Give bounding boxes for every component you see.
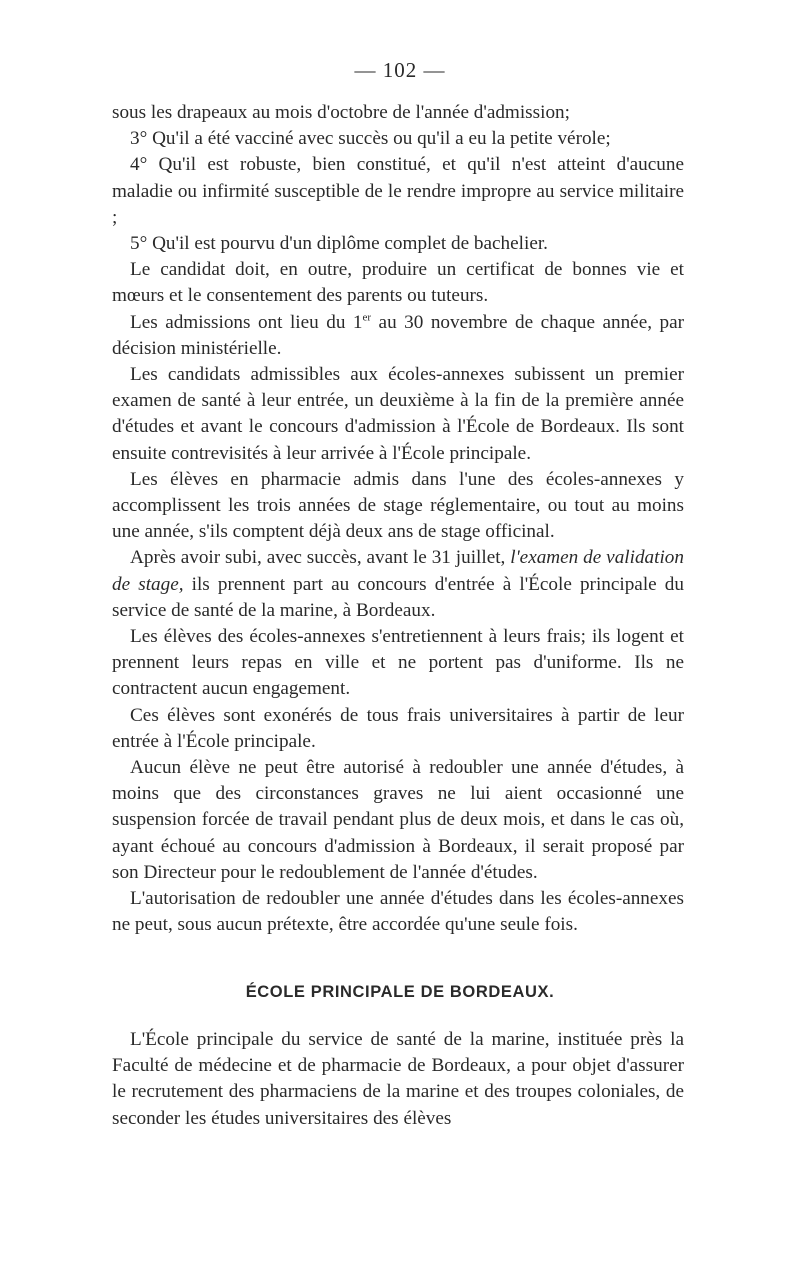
validation-text-start: Après avoir subi, avec succès, avant le 31 juillet, — [130, 547, 511, 569]
ordinal-superscript: er — [362, 311, 372, 324]
paragraph-condition-4: 4° Qu'il est robuste, bien constitué, et qu'il n'est atteint d'aucune maladie ou infirmité susceptible de le rendre impropre au service militaire ; — [112, 154, 684, 228]
paragraph-repeat-year: Aucun élève ne peut être autorisé à redoubler une année d'études, à moins que des circonstances graves ne lui aient occasionné une suspension forcée de travail pendant plus de deux mois, et dans le cas où, ayant échoué au concours d'admission à Bordeaux, il serait proposé par son Directeur pour le redoublement de l'année d'études. — [112, 757, 684, 883]
section-heading: ÉCOLE PRINCIPALE DE BORDEAUX. — [245, 983, 555, 1001]
paragraph-pharmacy-students: Les élèves en pharmacie admis dans l'une des écoles-annexes y accomplissent les trois années de stage réglementaire, ou tout au moins une année, s'ils comptent déjà deux ans de stage officinal. — [112, 468, 684, 543]
admissions-text-start: Les admissions ont lieu du 1 — [130, 311, 363, 333]
paragraph-condition-3: 3° Qu'il a été vacciné avec succès ou qu'il a eu la petite vérole; — [130, 128, 611, 150]
paragraph-student-expenses: Les élèves des écoles-annexes s'entretiennent à leurs frais; ils logent et prennent leurs repas en ville et ne portent pas d'uniforme. Ils ne contractent aucun engagement. — [112, 626, 684, 700]
body-text-top — [112, 100, 684, 939]
paragraph-condition-5: 5° Qu'il est pourvu d'un diplôme complet de bachelier. — [130, 233, 548, 255]
paragraph-certificate: Le candidat doit, en outre, produire un certificat de bonnes vie et mœurs et le consentement des parents ou tuteurs. — [112, 259, 684, 307]
paragraph-repeat-authorization: L'autorisation de redoubler une année d'études dans les écoles-annexes ne peut, sous aucun prétexte, être accordée qu'une seule fois. — [112, 888, 684, 936]
body-text-bottom — [112, 1027, 684, 1132]
validation-exam-term: l'examen de validation de stage, — [112, 547, 684, 595]
paragraph-fee-exemption: Ces élèves sont exonérés de tous frais universitaires à partir de leur entrée à l'École principale. — [112, 704, 684, 752]
paragraph-health-exams: Les candidats admissibles aux écoles-annexes subissent un premier examen de santé à leur entrée, un deuxième à la fin de la première année d'études et avant le concours d'admission à l'École de Bordeaux. Ils sont ensuite contrevisités à leur arrivée à l'École principale. — [112, 364, 684, 464]
admissions-text-end: au 30 novembre de chaque année, par décision ministérielle. — [112, 311, 684, 359]
paragraph-validation-exam — [112, 545, 684, 624]
paragraph-school-purpose: L'École principale du service de santé de la marine, instituée près la Faculté de médecine et de pharmacie de Bordeaux, a pour objet d'assurer le recrutement des pharmaciens de la marine et des troupes coloniales, de seconder les études universitaires des élèves — [112, 1029, 684, 1129]
paragraph-continuation: sous les drapeaux au mois d'octobre de l'année d'admission; — [112, 102, 570, 123]
page-number: — 102 — — [354, 58, 446, 82]
paragraph-admissions — [112, 310, 684, 362]
validation-text-end: ils prennent part au concours d'entrée à l'École principale du service de santé de la marine, à Bordeaux. — [112, 573, 684, 621]
